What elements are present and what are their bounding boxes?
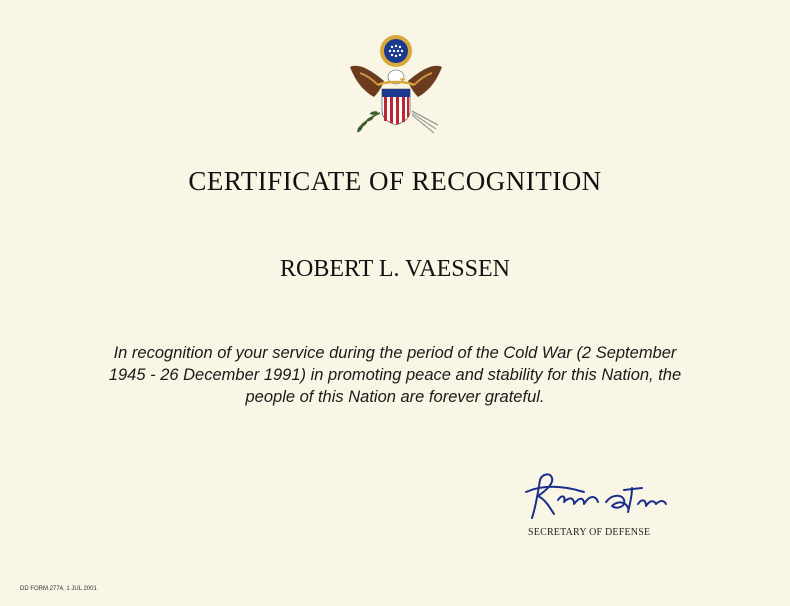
signature-icon bbox=[514, 466, 684, 530]
recipient-name: ROBERT L. VAESSEN bbox=[280, 256, 510, 282]
certificate-title: CERTIFICATE OF RECOGNITION bbox=[188, 166, 602, 196]
signer-title: SECRETARY OF DEFENSE bbox=[528, 527, 651, 538]
great-seal-icon bbox=[340, 33, 452, 138]
form-number: DD FORM 2774, 1 JUL 2001 bbox=[20, 586, 97, 592]
citation-text: In recognition of your service during the period of the Cold War (2 September 1945 - 26 December 1991) in promoting peace and stability for this Nation, the people of this Nation are forever grateful. bbox=[108, 344, 682, 406]
